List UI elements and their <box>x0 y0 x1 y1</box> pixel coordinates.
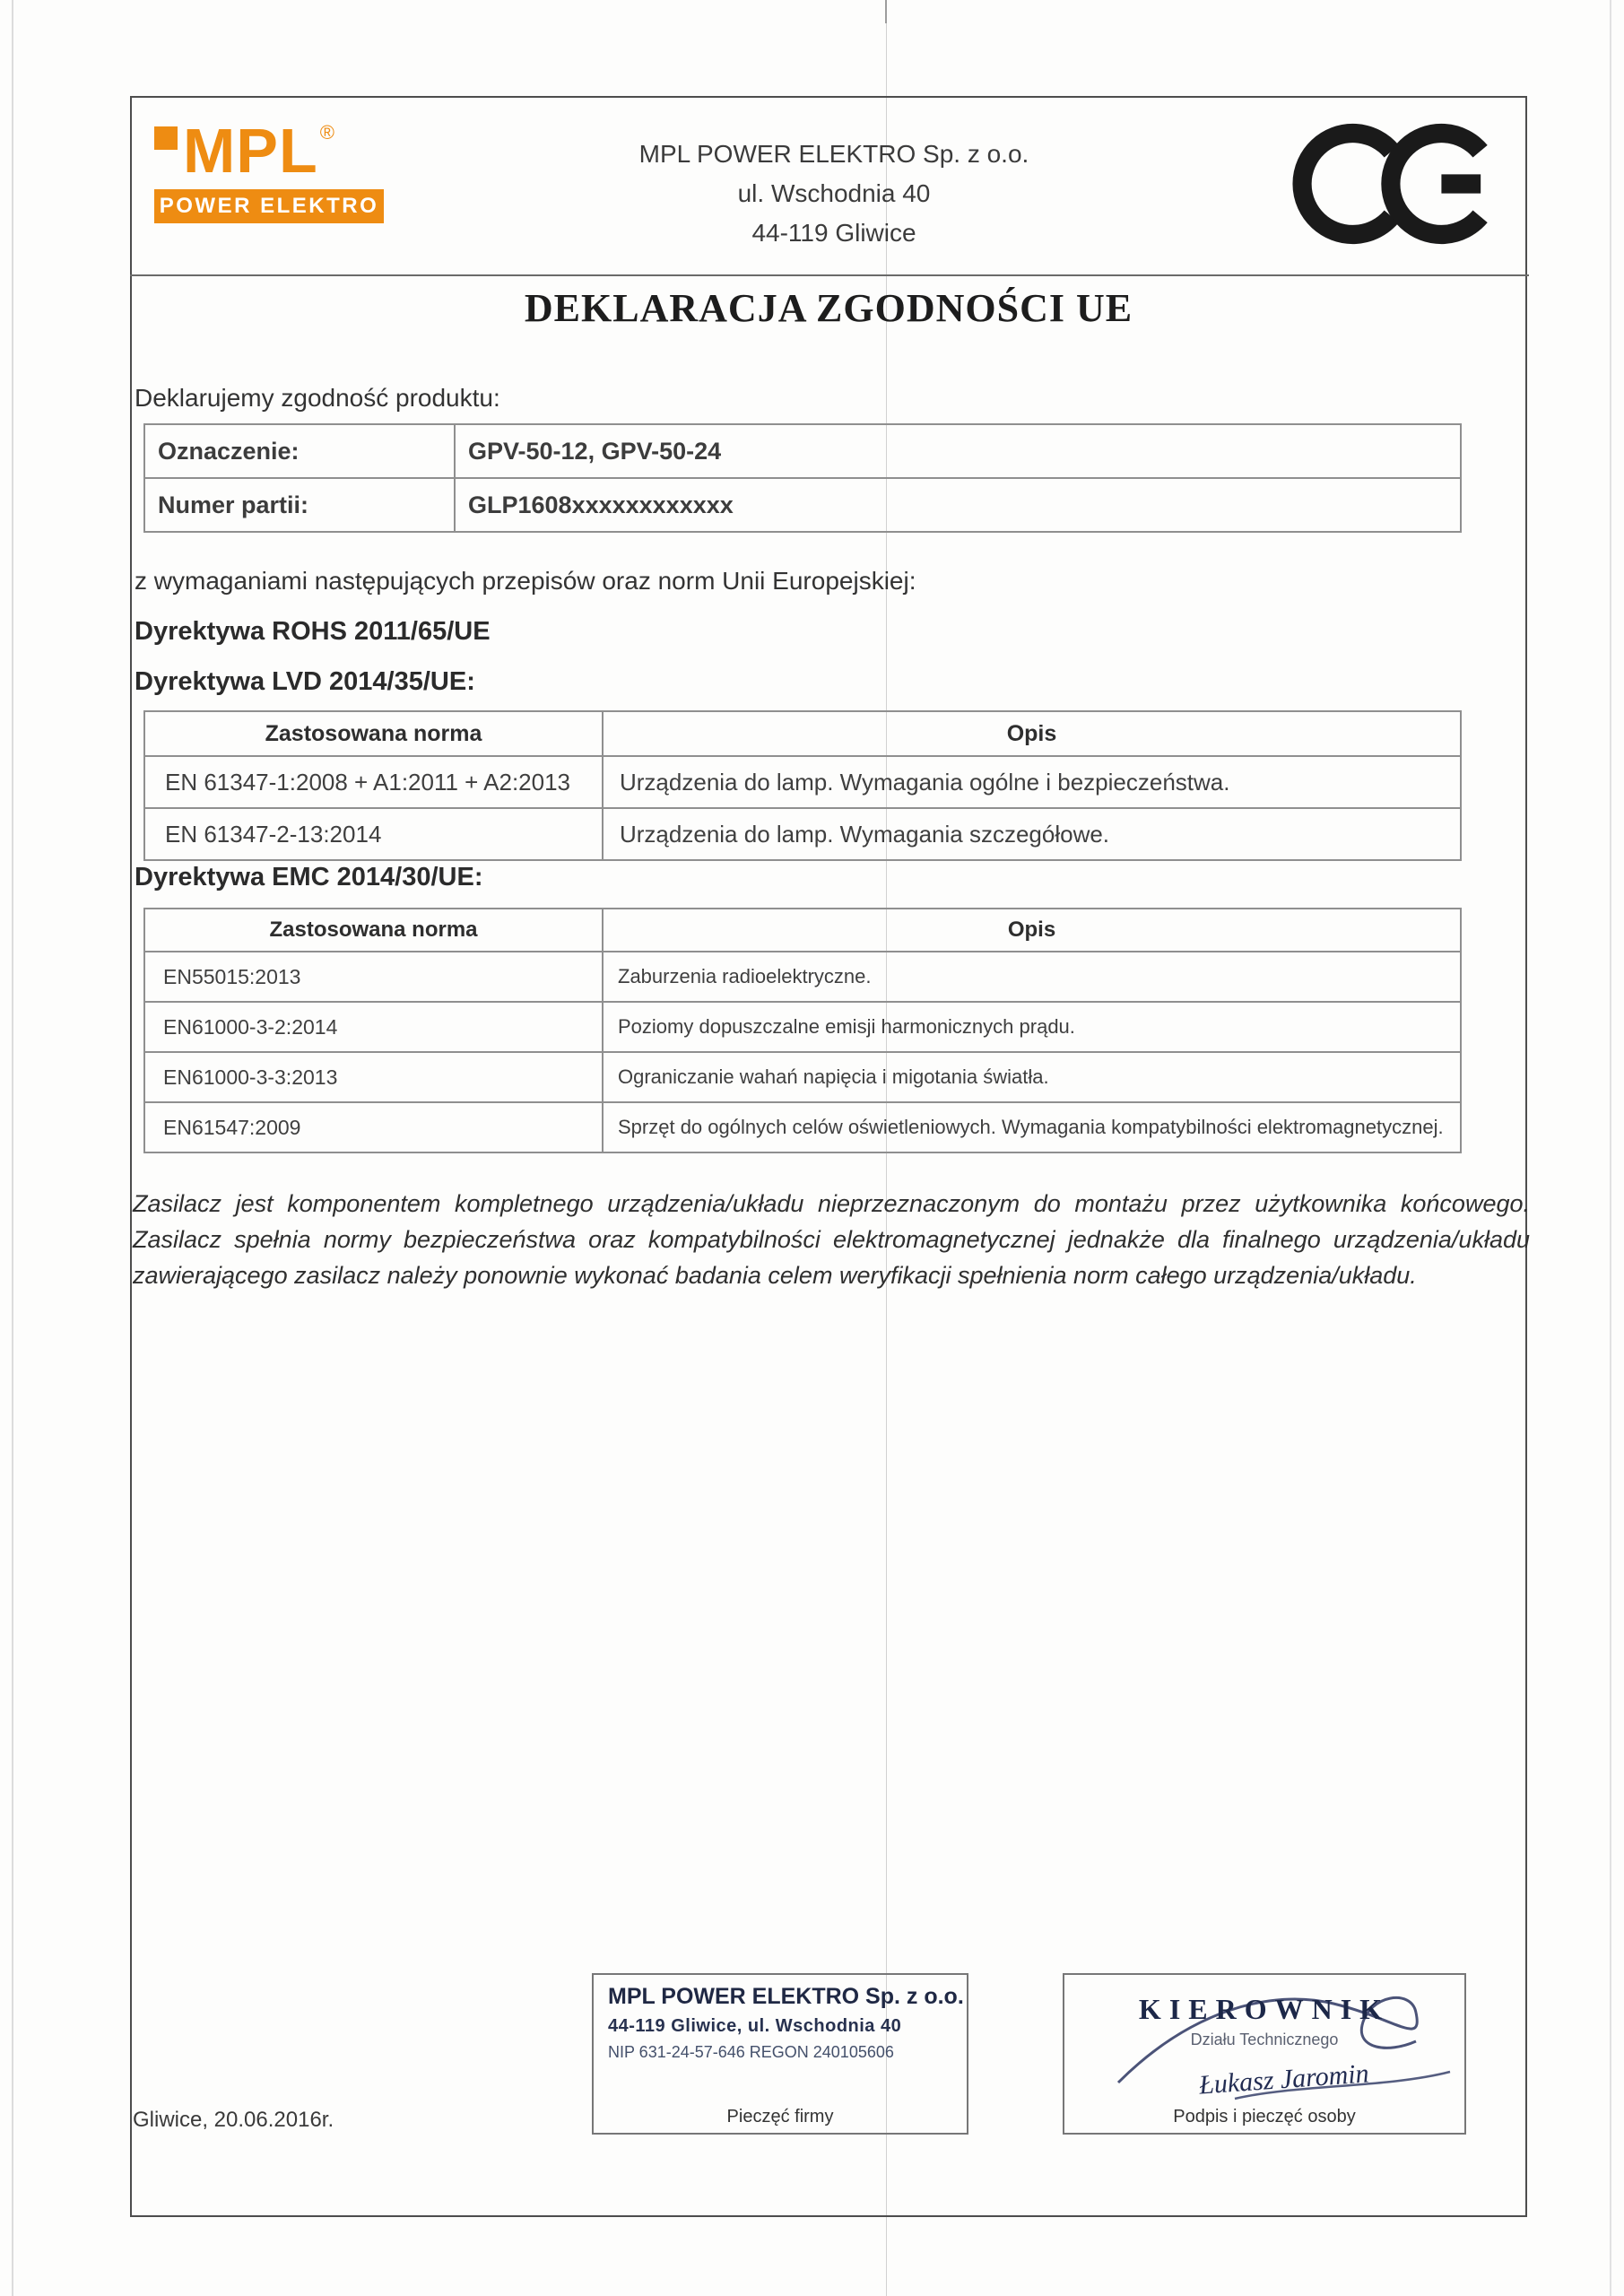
norm-cell: EN61000-3-3:2013 <box>144 1052 603 1102</box>
disclaimer-paragraph: Zasilacz jest komponentem kompletnego urządzenia/układu nieprzeznaczonym do montażu przez użytkownika końcowego. Zasilacz spełnia normy bezpieczeństwa oraz kompatybilności elektromagnetycznej jednakże dla finalnego urządzenia/układu zawierającego zasilacz należy ponownie wykonać badania celem weryfikacji spełnienia norm całego urządzenia/układu. <box>133 1190 1530 1289</box>
emc-norms-table <box>143 908 1462 1153</box>
column-header-opis: Opis <box>603 909 1461 952</box>
company-stamp-box <box>592 1973 968 2135</box>
logo-subtitle: POWER ELEKTRO <box>154 189 384 223</box>
ce-mark-icon <box>1290 117 1505 251</box>
opis-cell: Urządzenia do lamp. Wymagania szczegółowe. <box>603 808 1461 860</box>
column-header-opis: Opis <box>603 711 1461 756</box>
product-label: Oznaczenie: <box>144 424 455 478</box>
stamp-caption: Pieczęć firmy <box>726 2107 834 2126</box>
product-value: GLP1608xxxxxxxxxxxx <box>455 478 1461 532</box>
table-row <box>144 1102 1461 1152</box>
opis-cell: Ograniczanie wahań napięcia i migotania światła. <box>603 1052 1461 1102</box>
stamp-company-ids: NIP 631-24-57-646 REGON 240105606 <box>608 2043 894 2061</box>
table-header-row <box>144 909 1461 952</box>
document-border <box>130 96 1527 2217</box>
lvd-norms-table <box>143 710 1462 861</box>
table-header-row <box>144 711 1461 756</box>
table-row <box>144 1002 1461 1052</box>
norm-cell: EN 61347-1:2008 + A1:2011 + A2:2013 <box>144 756 603 808</box>
stamp-company-name: MPL POWER ELEKTRO Sp. z o.o. <box>608 1984 964 2009</box>
logo-row <box>154 116 384 186</box>
logo-brand: MPL <box>183 116 318 186</box>
product-label: Numer partii: <box>144 478 455 532</box>
product-table <box>143 423 1462 533</box>
requirements-line: z wymaganiami następujących przepisów oraz norm Unii Europejskiej: <box>135 567 916 595</box>
company-name: MPL POWER ELEKTRO Sp. z o.o. <box>638 140 1029 168</box>
stamp-company-address: 44-119 Gliwice, ul. Wschodnia 40 <box>608 2016 902 2036</box>
scan-edge-left <box>12 0 13 2296</box>
product-table-row <box>144 478 1461 532</box>
column-header-norm: Zastosowana norma <box>144 711 603 756</box>
header-divider <box>130 274 1529 276</box>
scan-edge-right <box>1610 0 1611 2296</box>
norm-cell: EN55015:2013 <box>144 952 603 1002</box>
norm-cell: EN61547:2009 <box>144 1102 603 1152</box>
handwritten-signature: Łukasz Jaromin <box>1198 2058 1370 2100</box>
column-header-norm: Zastosowana norma <box>144 909 603 952</box>
directive-heading-lvd: Dyrektywa LVD 2014/35/UE: <box>135 667 475 696</box>
product-value: GPV-50-12, GPV-50-24 <box>455 424 1461 478</box>
table-row <box>144 756 1461 808</box>
company-address-block <box>565 135 1103 253</box>
mpl-logo <box>154 116 384 223</box>
opis-cell: Urządzenia do lamp. Wymagania ogólne i bezpieczeństwa. <box>603 756 1461 808</box>
table-row <box>144 1052 1461 1102</box>
opis-cell: Zaburzenia radioelektryczne. <box>603 952 1461 1002</box>
stamp-subtitle: Działu Technicznego <box>1190 2031 1339 2048</box>
product-table-row <box>144 424 1461 478</box>
norm-cell: EN 61347-2-13:2014 <box>144 808 603 860</box>
scan-fold-tick <box>885 0 887 23</box>
logo-square-icon <box>154 126 178 150</box>
signature-box <box>1063 1973 1466 2135</box>
opis-cell: Sprzęt do ogólnych celów oświetleniowych. Wymagania kompatybilności elektromagnetycznej. <box>603 1102 1461 1152</box>
opis-cell: Poziomy dopuszczalne emisji harmonicznych prądu. <box>603 1002 1461 1052</box>
table-row <box>144 808 1461 860</box>
stamp-title: KIEROWNIK <box>1138 1993 1391 2025</box>
company-street: ul. Wschodnia 40 <box>737 179 931 207</box>
place-and-date: Gliwice, 20.06.2016r. <box>133 2108 334 2132</box>
company-city: 44-119 Gliwice <box>751 219 916 247</box>
registered-trademark-icon: ® <box>319 121 334 144</box>
document-title: DEKLARACJA ZGODNOŚCI UE <box>524 286 1133 330</box>
directive-heading-rohs: Dyrektywa ROHS 2011/65/UE <box>135 617 491 646</box>
directive-heading-emc: Dyrektywa EMC 2014/30/UE: <box>135 863 483 891</box>
signature-caption: Podpis i pieczęć osoby <box>1173 2107 1356 2126</box>
intro-line: Deklarujemy zgodność produktu: <box>135 384 500 412</box>
table-row <box>144 952 1461 1002</box>
norm-cell: EN61000-3-2:2014 <box>144 1002 603 1052</box>
